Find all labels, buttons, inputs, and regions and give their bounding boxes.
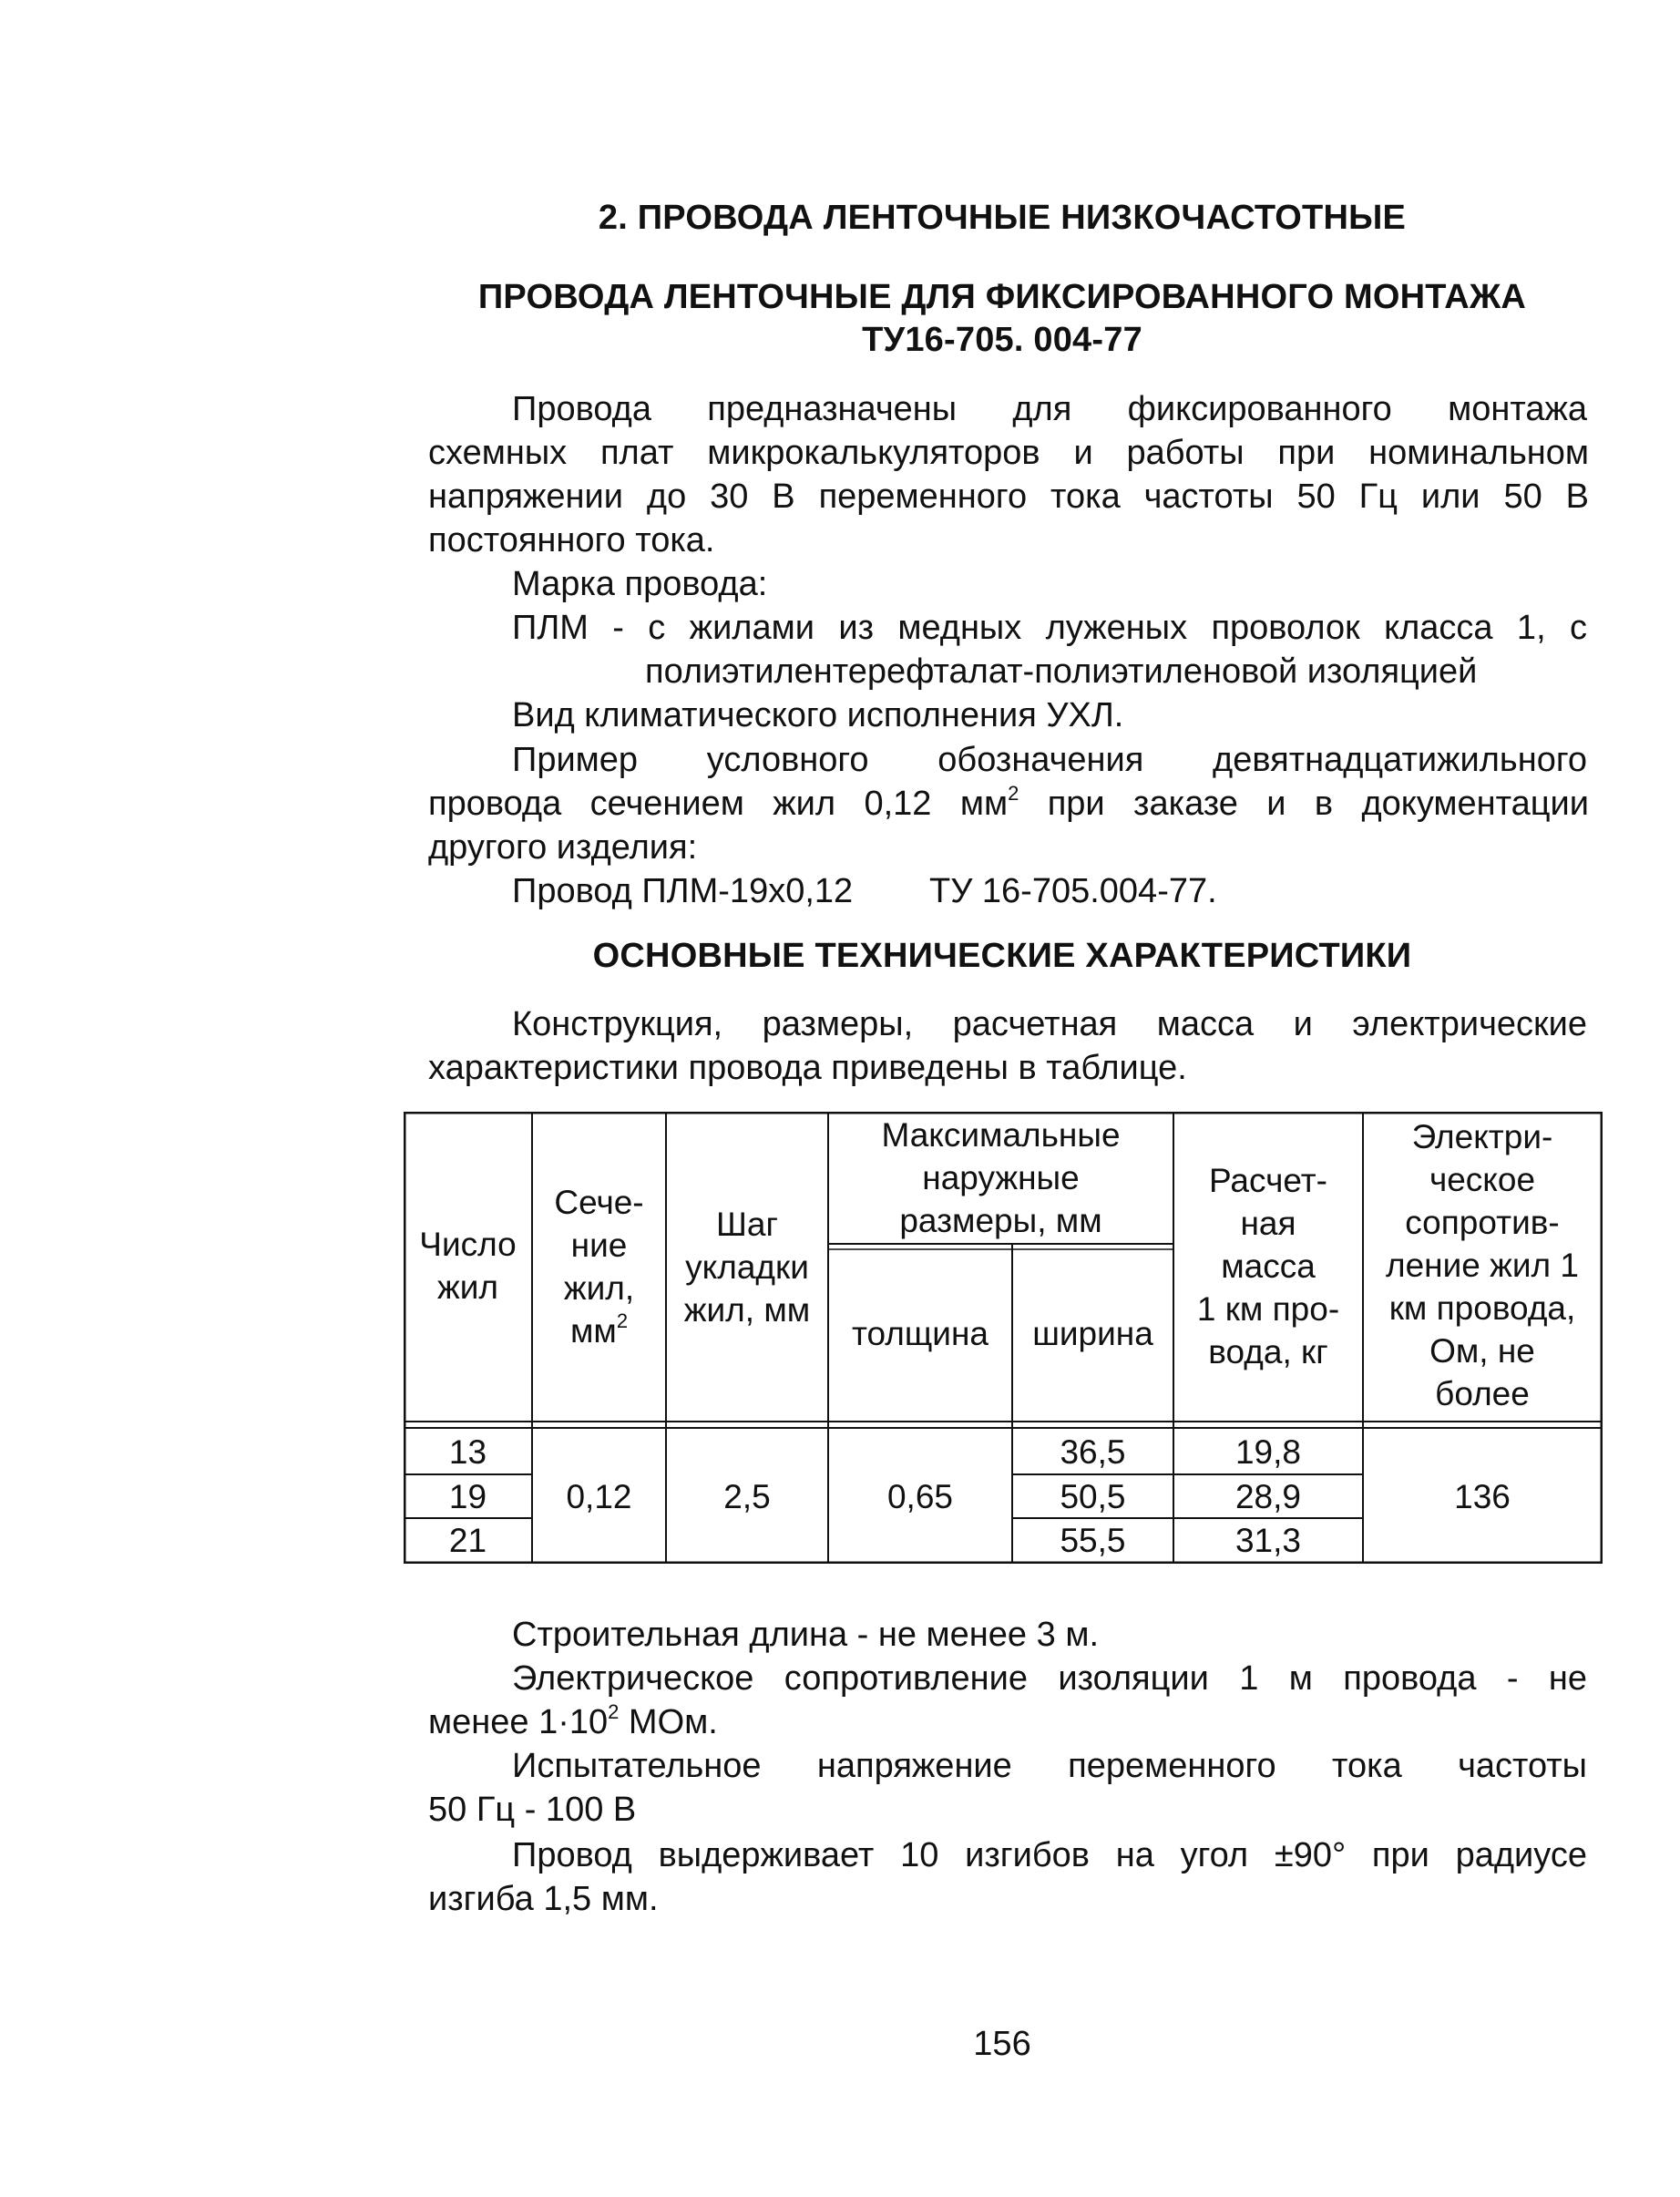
specs-intro-line2: характеристики провода приведены в таблице. [428, 1049, 1187, 1087]
intro-line2: схемных плат микрокалькуляторов и работы при номинальном [428, 434, 1589, 472]
section-title: 2. ПРОВОДА ЛЕНТОЧНЫЕ НИЗКОЧАСТОТНЫЕ [598, 199, 1407, 237]
intro-line3: напряжении до 30 В переменного тока частоты 50 Гц или 50 В [428, 477, 1589, 516]
header-thickness: толщина [851, 1315, 989, 1352]
note-voltage-line2: 50 Гц - 100 В [428, 1791, 637, 1829]
table-pitch-value: 2,5 [723, 1478, 771, 1515]
specs-title: ОСНОВНЫЕ ТЕХНИЧЕСКИЕ ХАРАКТЕРИСТИКИ [592, 937, 1412, 975]
example-line2: провода сечением жил 0,12 $мм^2$ при заказе и в документации [428, 782, 1589, 823]
page-number: 156 [973, 2025, 1031, 2063]
header-mass: Расчет- ная масса 1 км про- вода, кг [1196, 1162, 1340, 1371]
table-thickness-value: 0,65 [886, 1478, 953, 1515]
table-row-1-mass: 19,8 [1234, 1433, 1301, 1471]
specs-table [404, 1112, 1603, 1564]
table-row-3-cores: 21 [448, 1522, 487, 1559]
example-line3: другого изделия: [428, 828, 698, 867]
header-cores: Число жил [419, 1226, 517, 1306]
table-section-value: 0,12 [566, 1478, 632, 1515]
header-section: Сече- ние жил, $мм^2$ [554, 1184, 644, 1350]
table-row-2-cores: 19 [448, 1478, 487, 1515]
table-row-1-cores: 13 [448, 1433, 487, 1471]
note-bend-line1: Провод выдерживает 10 изгибов на угол ±90° при радиусе [512, 1836, 1587, 1874]
note-insulation-line2: менее $1\cdot 10^2$ МОм. [428, 1700, 718, 1741]
table-row-3-mass: 31,3 [1234, 1522, 1301, 1559]
table-row-2-width: 50,5 [1060, 1478, 1126, 1515]
specs-intro-line1: Конструкция, размеры, расчетная масса и электрические [512, 1005, 1587, 1043]
subtitle-line2: ТУ16-705. 004-77 [862, 321, 1142, 359]
header-pitch: Шаг укладки жил, мм [683, 1206, 811, 1329]
example-designation: Провод ПЛМ-19х0,12 [512, 872, 854, 910]
intro-line1: Провода предназначены для фиксированного монтажа [512, 390, 1587, 428]
note-voltage-line1: Испытательное напряжение переменного тока частоты [512, 1747, 1587, 1785]
example-designation-tu: ТУ 16-705.004-77. [929, 872, 1217, 910]
table-row-2-mass: 28,9 [1234, 1478, 1301, 1515]
example-line1: Пример условного обозначения девятнадцатижильного [512, 741, 1587, 779]
note-insulation-line1: Электрическое сопротивление изоляции 1 м провода - не [512, 1659, 1587, 1698]
header-max-dimensions: Максимальные наружные размеры, мм [881, 1116, 1121, 1239]
table-row-3-width: 55,5 [1060, 1522, 1126, 1559]
subtitle-line1: ПРОВОДА ЛЕНТОЧНЫЕ ДЛЯ ФИКСИРОВАННОГО МОНТАЖА [477, 278, 1527, 316]
header-resistance: Электри- ческое сопротив- ление жил 1 км провода, Ом, не более [1386, 1118, 1579, 1412]
table-resistance-value: 136 [1454, 1478, 1511, 1515]
table-row-1-width: 36,5 [1060, 1433, 1126, 1471]
header-width: ширина [1032, 1315, 1153, 1352]
note-bend-line2: изгиба 1,5 мм. [428, 1880, 659, 1918]
brand-label: Марка провода: [512, 565, 768, 603]
plm-line1: ПЛМ - с жилами из медных луженых проволок класса 1, с [512, 609, 1587, 647]
climate-text: Вид климатического исполнения УХЛ. [512, 696, 1124, 734]
note-length: Строительная длина - не менее 3 м. [512, 1616, 1099, 1654]
intro-line4: постоянного тока. [428, 521, 715, 560]
plm-line2: полиэтилентерефталат-полиэтиленовой изоляцией [645, 652, 1478, 691]
